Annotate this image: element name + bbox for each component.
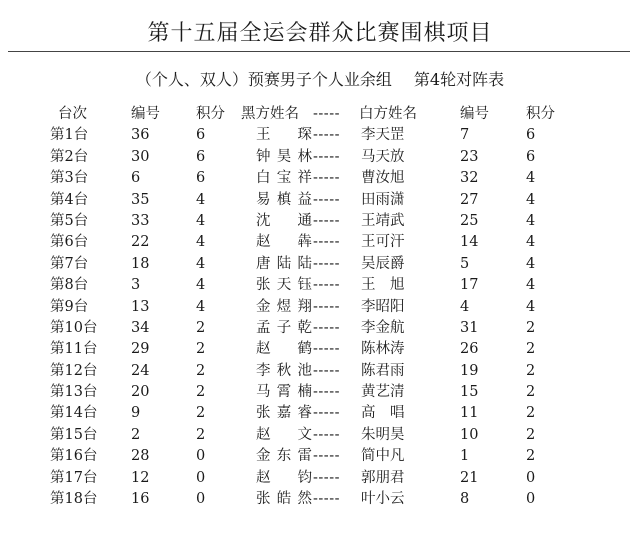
table-row xyxy=(0,254,640,275)
white-name-cell: 李昭阳 xyxy=(361,298,405,315)
white-points-cell: 4 xyxy=(526,170,536,187)
black-points-cell: 2 xyxy=(196,362,206,379)
white-number-cell: 27 xyxy=(460,191,479,208)
white-points-cell: 0 xyxy=(526,491,536,508)
table-row xyxy=(0,275,640,296)
black-name-cell: 钟昊林 xyxy=(256,148,312,165)
black-number-cell: 30 xyxy=(131,148,150,165)
black-name-cell: 金东雷 xyxy=(256,448,312,465)
table-row xyxy=(0,468,640,489)
white-points-cell: 4 xyxy=(526,298,536,315)
table-row xyxy=(0,489,640,510)
white-number-cell: 17 xyxy=(460,277,479,294)
board-cell: 第8台 xyxy=(50,277,89,294)
table-row xyxy=(0,297,640,318)
black-number-cell: 22 xyxy=(131,234,150,251)
separator-cell: ----- xyxy=(313,491,340,508)
white-points-cell: 4 xyxy=(526,277,536,294)
board-cell: 第13台 xyxy=(50,384,98,401)
white-name-cell: 郭朋君 xyxy=(361,469,405,486)
white-points-cell: 6 xyxy=(526,127,536,144)
white-number-cell: 19 xyxy=(460,362,479,379)
black-name-cell: 赵 犇 xyxy=(256,234,312,251)
board-cell: 第15台 xyxy=(50,426,98,443)
black-number-cell: 3 xyxy=(131,277,141,294)
white-number-cell: 11 xyxy=(460,405,479,422)
white-number-cell: 23 xyxy=(460,148,479,165)
white-name-cell: 黄艺清 xyxy=(361,384,405,401)
board-cell: 第11台 xyxy=(50,341,98,358)
black-number-cell: 6 xyxy=(131,170,141,187)
separator-cell: ----- xyxy=(313,384,340,401)
white-name-cell: 高 唱 xyxy=(361,405,405,422)
white-number-cell: 14 xyxy=(460,234,479,251)
board-cell: 第7台 xyxy=(50,255,89,272)
black-points-cell: 4 xyxy=(196,277,206,294)
board-cell: 第9台 xyxy=(50,298,89,315)
black-points-cell: 4 xyxy=(196,212,206,229)
separator-cell: ----- xyxy=(313,362,340,379)
table-row xyxy=(0,425,640,446)
black-name-cell: 赵 钧 xyxy=(256,469,312,486)
black-name-cell: 马霄楠 xyxy=(256,384,312,401)
black-name-cell: 赵 鹤 xyxy=(256,341,312,358)
board-cell: 第5台 xyxy=(50,212,89,229)
white-name-cell: 叶小云 xyxy=(361,491,405,508)
subtitle-event: （个人、双人）预赛男子个人业余组 xyxy=(135,70,392,89)
white-name-cell: 马天放 xyxy=(361,148,405,165)
black-points-cell: 2 xyxy=(196,384,206,401)
black-points-cell: 4 xyxy=(196,234,206,251)
black-points-cell: 6 xyxy=(196,127,206,144)
separator-cell: ----- xyxy=(313,234,340,251)
table-row xyxy=(0,382,640,403)
black-points-cell: 2 xyxy=(196,405,206,422)
black-number-cell: 9 xyxy=(131,405,141,422)
white-number-cell: 26 xyxy=(460,341,479,358)
board-cell: 第6台 xyxy=(50,234,89,251)
black-points-cell: 2 xyxy=(196,341,206,358)
black-points-cell: 4 xyxy=(196,255,206,272)
pairing-table xyxy=(0,104,640,510)
table-row xyxy=(0,446,640,467)
separator-cell: ----- xyxy=(313,469,340,486)
black-number-cell: 29 xyxy=(131,341,150,358)
black-points-cell: 2 xyxy=(196,319,206,336)
black-name-cell: 张嘉睿 xyxy=(256,405,312,422)
board-cell: 第14台 xyxy=(50,405,98,422)
white-name-cell: 简中凡 xyxy=(361,448,405,465)
separator-cell: ----- xyxy=(313,426,340,443)
separator-cell: ----- xyxy=(313,170,340,187)
black-number-cell: 13 xyxy=(131,298,150,315)
table-row xyxy=(0,211,640,232)
header-white-number: 编号 xyxy=(460,106,489,122)
separator-cell: ----- xyxy=(313,212,340,229)
black-name-cell: 白宝祥 xyxy=(256,170,312,187)
white-points-cell: 4 xyxy=(526,191,536,208)
black-number-cell: 35 xyxy=(131,191,150,208)
white-name-cell: 王 旭 xyxy=(361,277,405,294)
separator-cell: ----- xyxy=(313,255,340,272)
table-row xyxy=(0,147,640,168)
board-cell: 第18台 xyxy=(50,491,98,508)
white-number-cell: 32 xyxy=(460,170,479,187)
header-black-number: 编号 xyxy=(131,106,160,122)
black-name-cell: 易槙益 xyxy=(256,191,312,208)
header-white-points: 积分 xyxy=(526,106,555,122)
separator-cell: ----- xyxy=(313,405,340,422)
white-name-cell: 田雨潇 xyxy=(361,191,405,208)
header-separator: ----- xyxy=(313,106,340,122)
white-number-cell: 7 xyxy=(460,127,470,144)
black-name-cell: 赵 文 xyxy=(256,426,312,443)
table-row xyxy=(0,190,640,211)
white-points-cell: 2 xyxy=(526,384,536,401)
black-number-cell: 18 xyxy=(131,255,150,272)
white-points-cell: 2 xyxy=(526,341,536,358)
black-points-cell: 4 xyxy=(196,191,206,208)
white-points-cell: 4 xyxy=(526,255,536,272)
board-cell: 第16台 xyxy=(50,448,98,465)
separator-cell: ----- xyxy=(313,298,340,315)
black-number-cell: 36 xyxy=(131,127,150,144)
black-name-cell: 王 琛 xyxy=(256,127,312,144)
separator-cell: ----- xyxy=(313,277,340,294)
black-number-cell: 24 xyxy=(131,362,150,379)
black-number-cell: 16 xyxy=(131,491,150,508)
separator-cell: ----- xyxy=(313,341,340,358)
black-number-cell: 34 xyxy=(131,319,150,336)
board-cell: 第1台 xyxy=(50,127,89,144)
board-cell: 第2台 xyxy=(50,148,89,165)
separator-cell: ----- xyxy=(313,319,340,336)
black-name-cell: 金煜翔 xyxy=(256,298,312,315)
title-underline xyxy=(8,51,630,52)
board-cell: 第4台 xyxy=(50,191,89,208)
header-black-points: 积分 xyxy=(196,106,225,122)
black-name-cell: 孟子乾 xyxy=(256,319,312,336)
black-name-cell: 张皓然 xyxy=(256,491,312,508)
black-points-cell: 0 xyxy=(196,491,206,508)
board-cell: 第3台 xyxy=(50,170,89,187)
white-number-cell: 21 xyxy=(460,469,479,486)
white-number-cell: 15 xyxy=(460,384,479,401)
black-number-cell: 2 xyxy=(131,426,141,443)
black-name-cell: 沈 通 xyxy=(256,212,312,229)
white-name-cell: 曹汝旭 xyxy=(361,170,405,187)
black-number-cell: 20 xyxy=(131,384,150,401)
black-points-cell: 2 xyxy=(196,426,206,443)
table-row xyxy=(0,361,640,382)
header-black-name: 黑方姓名 xyxy=(241,106,299,122)
white-points-cell: 2 xyxy=(526,319,536,336)
white-number-cell: 25 xyxy=(460,212,479,229)
table-row xyxy=(0,232,640,253)
white-number-cell: 1 xyxy=(460,448,470,465)
table-row xyxy=(0,125,640,146)
black-points-cell: 6 xyxy=(196,170,206,187)
black-name-cell: 唐陆陆 xyxy=(256,255,312,272)
white-points-cell: 2 xyxy=(526,426,536,443)
white-points-cell: 4 xyxy=(526,212,536,229)
white-name-cell: 吴辰爵 xyxy=(361,255,405,272)
document-title: 第十五届全运会群众比赛围棋项目 xyxy=(147,21,493,46)
white-number-cell: 10 xyxy=(460,426,479,443)
white-points-cell: 0 xyxy=(526,469,536,486)
table-body xyxy=(0,125,640,510)
white-number-cell: 4 xyxy=(460,298,470,315)
white-points-cell: 2 xyxy=(526,448,536,465)
table-row xyxy=(0,403,640,424)
table-header-row xyxy=(0,104,640,125)
black-points-cell: 6 xyxy=(196,148,206,165)
black-points-cell: 0 xyxy=(196,469,206,486)
white-number-cell: 8 xyxy=(460,491,470,508)
white-name-cell: 王可汗 xyxy=(361,234,405,251)
white-points-cell: 4 xyxy=(526,234,536,251)
white-name-cell: 朱明昊 xyxy=(361,426,405,443)
white-number-cell: 5 xyxy=(460,255,470,272)
white-name-cell: 王靖武 xyxy=(361,212,405,229)
black-points-cell: 4 xyxy=(196,298,206,315)
white-points-cell: 6 xyxy=(526,148,536,165)
subtitle-round: 第4轮对阵表 xyxy=(413,70,505,89)
black-number-cell: 28 xyxy=(131,448,150,465)
board-cell: 第12台 xyxy=(50,362,98,379)
table-row xyxy=(0,168,640,189)
white-name-cell: 陈林涛 xyxy=(361,341,405,358)
separator-cell: ----- xyxy=(313,191,340,208)
table-row xyxy=(0,339,640,360)
white-number-cell: 31 xyxy=(460,319,479,336)
document-subtitle xyxy=(0,67,640,90)
header-board: 台次 xyxy=(58,106,87,122)
black-number-cell: 12 xyxy=(131,469,150,486)
board-cell: 第17台 xyxy=(50,469,98,486)
black-name-cell: 李秋池 xyxy=(256,362,312,379)
white-name-cell: 陈君雨 xyxy=(361,362,405,379)
white-points-cell: 2 xyxy=(526,362,536,379)
white-name-cell: 李金航 xyxy=(361,319,405,336)
header-white-name: 白方姓名 xyxy=(359,106,417,122)
separator-cell: ----- xyxy=(313,448,340,465)
board-cell: 第10台 xyxy=(50,319,98,336)
black-points-cell: 0 xyxy=(196,448,206,465)
white-name-cell: 李天罡 xyxy=(361,127,405,144)
black-name-cell: 张天钰 xyxy=(256,277,312,294)
black-number-cell: 33 xyxy=(131,212,150,229)
white-points-cell: 2 xyxy=(526,405,536,422)
separator-cell: ----- xyxy=(313,148,340,165)
separator-cell: ----- xyxy=(313,127,340,144)
table-row xyxy=(0,318,640,339)
